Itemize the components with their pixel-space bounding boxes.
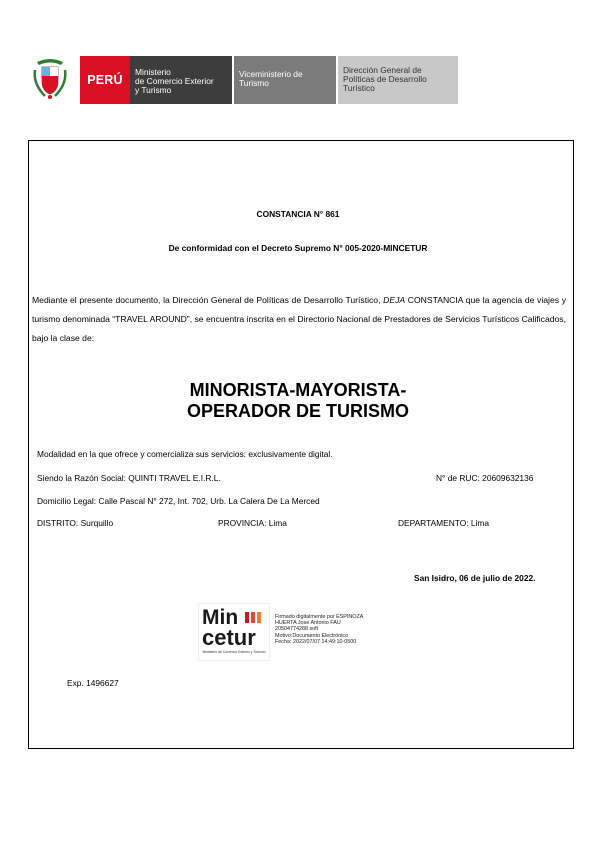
main-paragraph [32,291,566,348]
razon-social: Siendo la Razón Social: QUINTI TRAVEL E.I.R.L. [37,473,221,483]
peru-coat-of-arms-icon [33,56,67,102]
ministry-label: Ministerio de Comercio Exterior y Turismo [135,67,214,95]
distrito: DISTRITO: Surquillo [37,518,114,528]
mincetur-stamp-logo [198,603,270,661]
viceministry-label: Viceministerio de Turismo [239,69,303,88]
direction-label: Dirección General de Políticas de Desarrollo Turístico [343,65,427,93]
paragraph-text-1: Mediante el presente documento, la Dirección General de Políticas de Desarrollo Turístico, [32,295,384,305]
expediente-number: Exp. 1496627 [67,678,119,688]
stamp-logo-top: Min [202,606,239,629]
provincia: PROVINCIA: Lima [218,518,287,528]
classification-line-2: OPERADOR DE TURISMO [186,401,409,421]
classification-heading [0,380,596,422]
classification-line-1: MINORISTA-MAYORISTA- [189,380,407,400]
document-title: CONSTANCIA N° 861 [256,209,340,219]
stamp-logo-bottom: cetur [202,625,256,650]
domicilio-legal: Domicilio Legal: Calle Pascal N° 272, Int. 702, Urb. La Calera De La Merced [37,496,320,506]
country-label: PERÚ [87,73,123,87]
direction-block [338,56,458,104]
issue-date: San Isidro, 06 de julio de 2022. [414,573,536,583]
ruc-number: N° de RUC: 20609632136 [436,473,534,483]
ministry-block [130,56,232,104]
paragraph-italic: DEJA [383,295,406,305]
departamento: DEPARTAMENTO: Lima [398,518,490,528]
modality-text: Modalidad en la que ofrece y comercializa sus servicios: exclusivamente digital. [37,449,333,459]
viceministry-block [234,56,336,104]
peru-brand-block [80,56,130,104]
decree-reference: De conformidad con el Decreto Supremo N° 005-2020-MINCETUR [168,243,428,253]
digital-signature: Firmado digitalmente por ESPINOZA HUERTA Jose Antonio FAU 20504774288 soft Motivo:Documento Electrónico Fecha: 2022/07/07 14:49:10-0500 [275,614,364,645]
document-frame [28,140,574,749]
paragraph-text-2: CONSTANCIA que la agencia de viajes y turismo denominada “TRAVEL AROUND”, se encuentra inscrita en el Directorio Nacional de Prestadores de Servicios Turísticos Calificados, bajo la clase de: [32,295,566,343]
stamp-caption: Ministerio de Comercio Exterior y Turismo [202,650,266,654]
